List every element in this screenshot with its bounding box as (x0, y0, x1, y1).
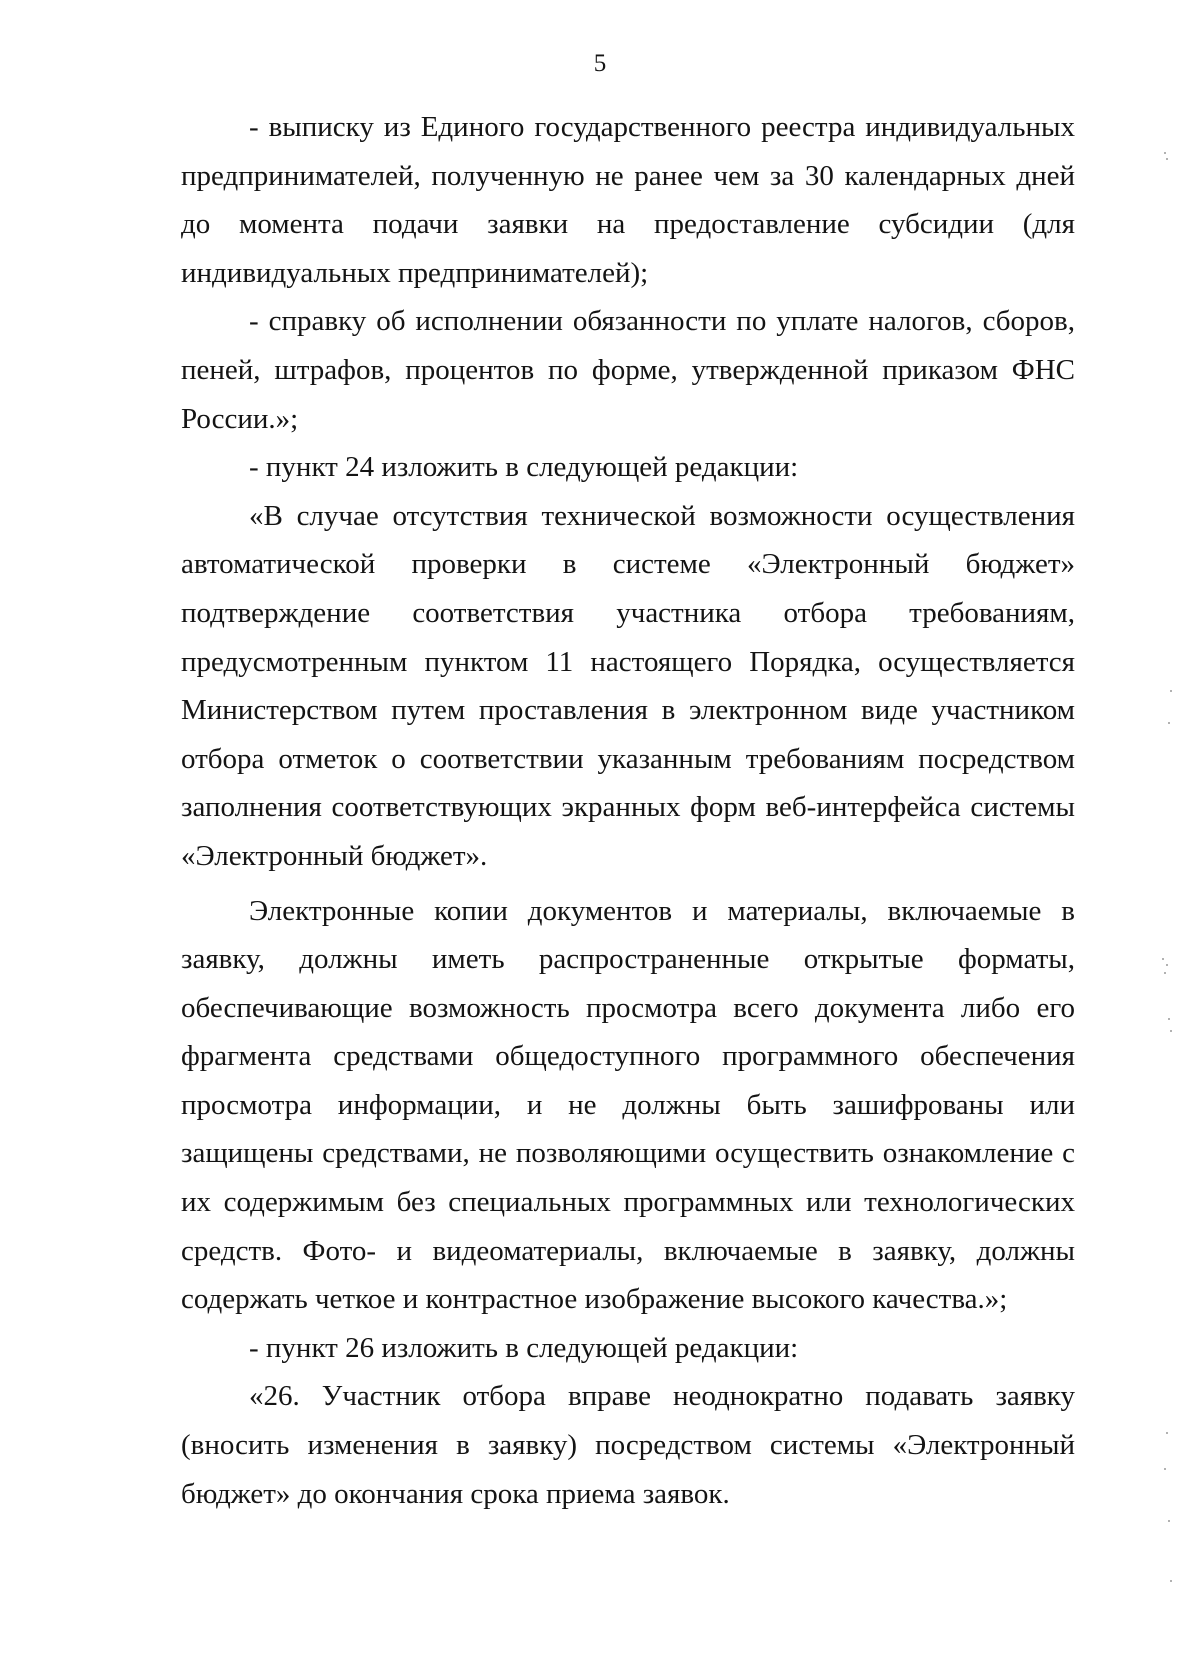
paragraph-tax-certificate: - справку об исполнении обязанности по уплате налогов, сборов, пеней, штрафов, процентов по форме, утвержденной приказом ФНС России.»; (181, 305, 1075, 435)
paragraph-electronic-copies: Электронные копии документов и материалы, включаемые в заявку, должны иметь распространенные открытые форматы, обеспечивающие возможность просмотра всего документа либо его фрагмента средствами общедоступного программного обеспечения просмотра информации, и не должны быть зашифрованы или защищены средствами, не позволяющими осуществить ознакомление с их содержимым без специальных программных или технологических средств. Фото- и видеоматериалы, включаемые в заявку, должны содержать четкое и контрастное изображение высокого качества.»; (181, 894, 1075, 1316)
paragraph-item-26-intro: - пункт 26 изложить в следующей редакции: (249, 1331, 799, 1364)
scan-noise-marks (1160, 0, 1200, 1656)
paragraph-item-26-text: «26. Участник отбора вправе неоднократно подавать заявку (вносить изменения в заявку) посредством системы «Электронный бюджет» до окончания срока приема заявок. (181, 1380, 1075, 1510)
document-body (181, 103, 1075, 1518)
page-number: 5 (593, 50, 607, 77)
paragraph-item-24-text: «В случае отсутствия технической возможности осуществления автоматической проверки в системе «Электронный бюджет» подтверждение соответствия участника отбора требованиям, предусмотренным пунктом 11 настоящего Порядка, осуществляется Министерством путем проставления в электронном виде участником отбора отметок о соответствии указанным требованиям посредством заполнения соответствующих экранных форм веб-интерфейса системы «Электронный бюджет». (181, 499, 1075, 872)
paragraph-item-24-intro: - пункт 24 изложить в следующей редакции: (249, 451, 799, 484)
paragraph-extract-egrip: - выписку из Единого государственного реестра индивидуальных предпринимателей, полученную не ранее чем за 30 календарных дней до момента подачи заявки на предоставление субсидии (для индивидуальных предпринимателей); (181, 111, 1075, 289)
